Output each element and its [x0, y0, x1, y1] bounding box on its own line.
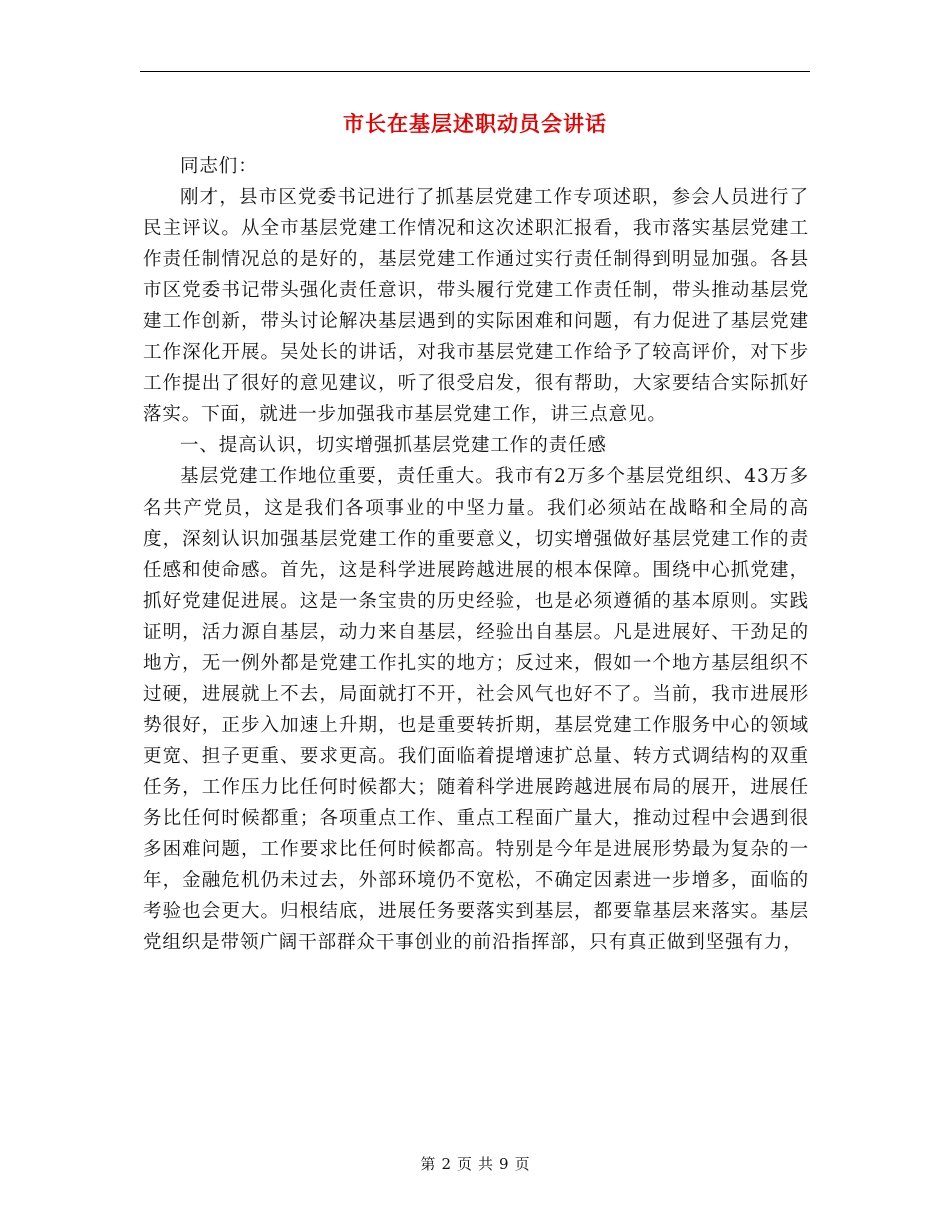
- body-paragraph: 基层党建工作地位重要，责任重大。我市有2万多个基层党组织、43万多名共产党员，这是我们各项事业的中坚力量。我们必须站在战略和全局的高度，深刻认识加强基层党建工作的重要意义，切实增强做好基层党建工作的责任感和使命感。首先，这是科学进展跨越进展的根本保障。围绕中心抓党建，抓好党建促进展。这是一条宝贵的历史经验，也是必须遵循的基本原则。实践证明，活力源自基层，动力来自基层，经验出自基层。凡是进展好、干劲足的地方，无一例外都是党建工作扎实的地方；反过来，假如一个地方基层组织不过硬，进展就上不去，局面就打不开，社会风气也好不了。当前，我市进展形势很好，正步入加速上升期，也是重要转折期，基层党建工作服务中心的领域更宽、担子更重、要求更高。我们面临着提增速扩总量、转方式调结构的双重任务，工作压力比任何时候都大；随着科学进展跨越进展布局的展开，进展任务比任何时候都重；各项重点工作、重点工程面广量大，推动过程中会遇到很多困难问题，工作要求比任何时候都高。特别是今年是进展形势最为复杂的一年，金融危机仍未过去，外部环境仍不宽松，不确定因素进一步增多，面临的考验也会更大。归根结底，进展任务要落实到基层，都要靠基层来落实。基层党组织是带领广阔干部群众干事创业的前沿指挥部，只有真正做到坚强有力，: [143, 466, 809, 954]
- document-body: [143, 151, 809, 958]
- footer-total-label: 共: [478, 1155, 494, 1173]
- page-footer: [0, 1153, 950, 1174]
- document-title: 市长在基层述职动员会讲话: [343, 111, 607, 136]
- section-heading: 一、提高认识，切实增强抓基层党建工作的责任感: [180, 435, 607, 457]
- footer-suffix: 页: [514, 1155, 530, 1173]
- footer-total-pages: 9: [499, 1155, 509, 1173]
- footer-page-label: 页: [456, 1155, 472, 1173]
- header-rule: [140, 71, 810, 72]
- footer-prefix: 第: [420, 1155, 436, 1173]
- footer-current-page: 2: [441, 1155, 451, 1173]
- salutation-paragraph: 同志们：: [180, 156, 258, 177]
- body-paragraph: 刚才，县市区党委书记进行了抓基层党建工作专项述职，参会人员进行了民主评议。从全市基层党建工作情况和这次述职汇报看，我市落实基层党建工作责任制情况总的是好的，基层党建工作通过实行责任制得到明显加强。各县市区党委书记带头强化责任意识，带头履行党建工作责任制，带头推动基层党建工作创新，带头讨论解决基层遇到的实际困难和问题，有力促进了基层党建工作深化开展。吴处长的讲话，对我市基层党建工作给予了较高评价，对下步工作提出了很好的意见建议，听了很受启发，很有帮助，大家要结合实际抓好落实。下面，就进一步加强我市基层党建工作，讲三点意见。: [143, 187, 809, 426]
